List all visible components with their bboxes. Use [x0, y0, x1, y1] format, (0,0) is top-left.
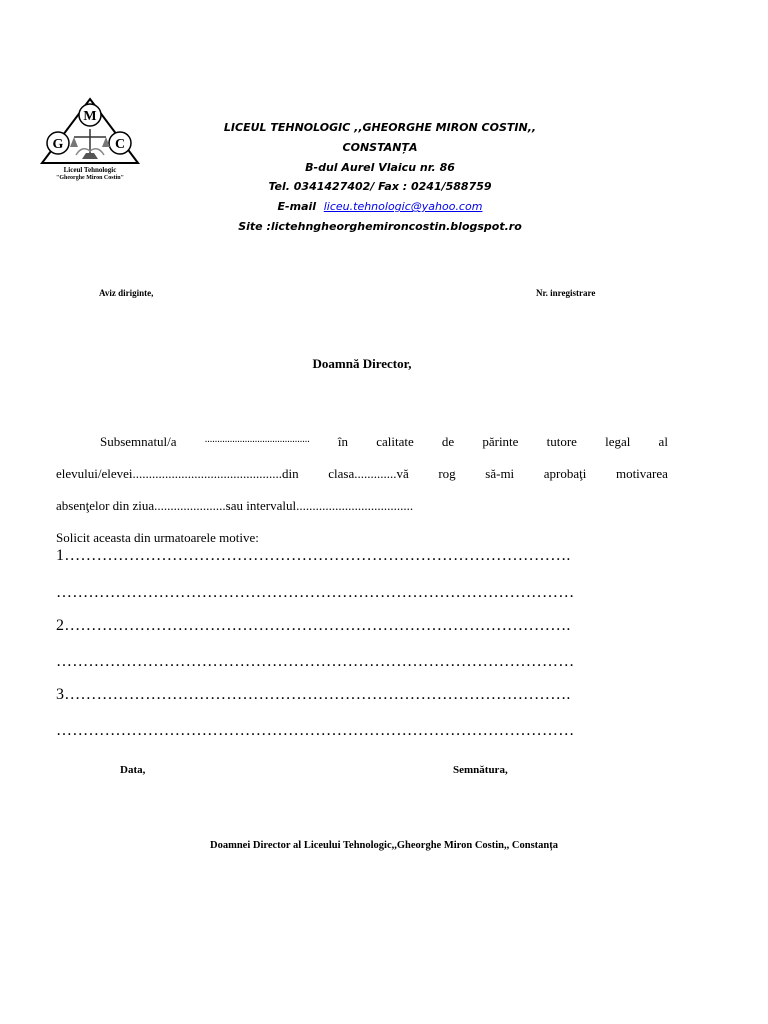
school-email-line — [190, 197, 570, 217]
word: motivarea — [615, 466, 668, 481]
reason-line-2: 2…………………………………………………………………………………. — [56, 617, 571, 634]
word: al — [658, 434, 668, 449]
school-logo — [38, 97, 142, 189]
word: părinte — [482, 434, 519, 449]
paragraph-line-3: absenţelor din ziua......................sau intervalul.................................... — [56, 498, 414, 513]
word: elevului/elevei..............................................din — [56, 466, 299, 481]
word: tutore — [546, 434, 577, 449]
logo-letter-m: M — [83, 109, 97, 124]
word: de — [441, 434, 455, 449]
school-site: Site :lictehngheorghemironcostin.blogspot.ro — [238, 219, 522, 233]
reason-line-3: 3…………………………………………………………………………………. — [56, 686, 571, 703]
school-city: CONSTANȚA — [342, 140, 418, 154]
aviz-diriginte-label: Aviz diriginte, — [99, 288, 154, 298]
reason-line-2-cont: …………………………………………………………………………………… — [56, 653, 575, 670]
email-label: E-mail — [277, 200, 317, 214]
word: Subsemnatul/a — [100, 434, 177, 449]
email-link[interactable]: liceu.tehnologic@yahoo.com — [323, 200, 483, 214]
word: în — [337, 434, 349, 449]
word: aprobaţi — [543, 466, 587, 481]
reason-line-1: 1…………………………………………………………………………………. — [56, 547, 571, 564]
paragraph-line-2 — [56, 466, 668, 482]
signature-label: Semnătura, — [453, 764, 508, 776]
word: rog — [438, 466, 456, 481]
logo-letter-c: C — [114, 137, 126, 152]
word: să-mi — [485, 466, 515, 481]
school-crest-icon — [38, 97, 142, 167]
school-address: B-dul Aurel Vlaicu nr. 86 — [305, 160, 455, 174]
dots-field: .......................................... — [204, 434, 310, 445]
salutation: Doamnă Director, — [312, 356, 412, 371]
paragraph-line-4: Solicit aceasta din urmatoarele motive: — [56, 530, 259, 545]
school-header — [190, 118, 570, 237]
school-name: LICEUL TEHNOLOGIC ,,GHEORGHE MIRON COSTIN,, — [223, 121, 537, 134]
logo-letter-g: G — [52, 137, 64, 152]
logo-caption-name: "Gheorghe Miron Costin" — [56, 175, 124, 181]
logo-caption-school: Liceul Tehnologic — [63, 166, 117, 174]
reason-line-3-cont: …………………………………………………………………………………… — [56, 722, 575, 739]
word: clasa.............vă — [328, 466, 409, 481]
date-label: Data, — [120, 764, 146, 776]
school-phone-fax: Tel. 0341427402/ Fax : 0241/588759 — [268, 180, 492, 194]
word: calitate — [376, 434, 414, 449]
registration-number-label: Nr. inregistrare — [536, 288, 596, 298]
word: legal — [605, 434, 631, 449]
addressee-footer: Doamnei Director al Liceului Tehnologic,,Gheorghe Miron Costin,, Constanța — [210, 840, 558, 851]
paragraph-line-1 — [56, 434, 668, 450]
reason-line-1-cont: …………………………………………………………………………………… — [56, 584, 575, 601]
